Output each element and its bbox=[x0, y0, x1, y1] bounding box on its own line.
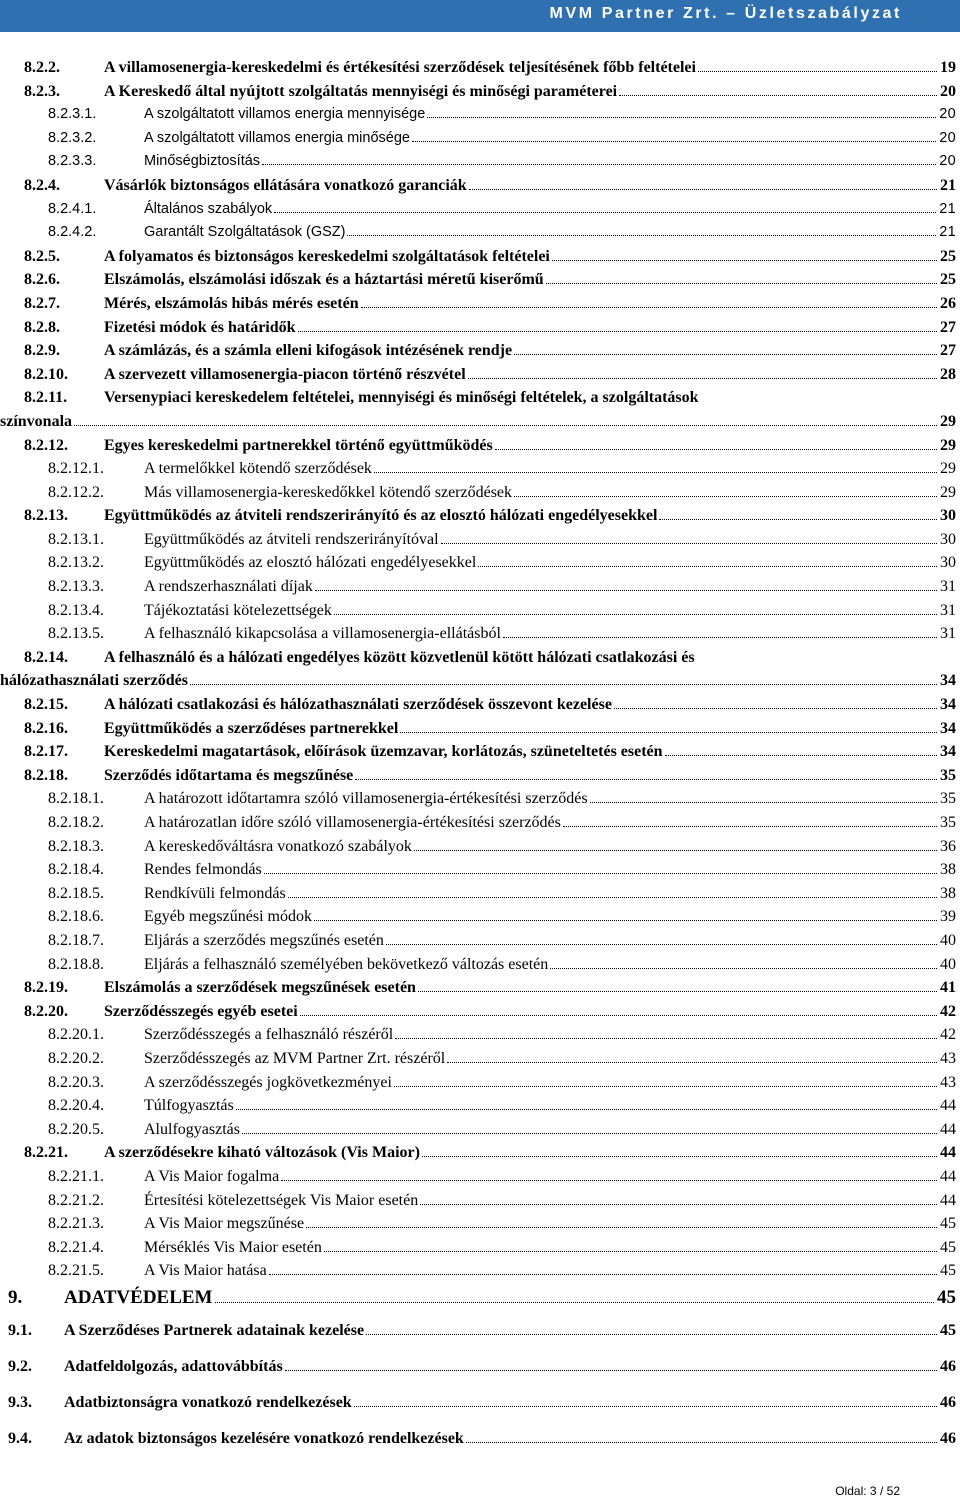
toc-entry-number: 8.2.21.1. bbox=[48, 1167, 104, 1185]
toc-entry-leader bbox=[468, 378, 937, 379]
toc-entry[interactable] bbox=[0, 198, 960, 222]
toc-entry-page: 27 bbox=[940, 318, 956, 336]
toc-entry-title: Egyéb megszűnési módok bbox=[144, 908, 312, 926]
toc-entry-number: 8.2.21.2. bbox=[48, 1191, 104, 1209]
toc-entry-number: 9.3. bbox=[8, 1393, 32, 1411]
toc-entry-leader bbox=[324, 1251, 937, 1252]
toc-entry-number: 8.2.13.4. bbox=[48, 601, 104, 619]
toc-entry-page: 29 bbox=[940, 460, 956, 478]
toc-entry[interactable] bbox=[0, 1189, 960, 1213]
toc-entry-leader bbox=[74, 425, 937, 426]
toc-entry-number: 8.2.17. bbox=[24, 743, 68, 761]
toc-entry-title: A Szerződéses Partnerek adatainak kezelése bbox=[64, 1321, 365, 1339]
toc-entry-leader bbox=[347, 235, 936, 236]
toc-entry-leader bbox=[394, 1086, 937, 1087]
toc-entry-title: A szerződésszegés jogkövetkezményei bbox=[144, 1073, 392, 1091]
toc-entry-leader bbox=[274, 212, 936, 213]
toc-entry-title: Egyes kereskedelmi partnerekkel történő együttműködés bbox=[104, 436, 493, 454]
toc-entry-page: 34 bbox=[940, 696, 956, 714]
toc-entry-number: 8.2.2. bbox=[24, 59, 60, 76]
toc-entry-number: 8.2.5. bbox=[24, 247, 60, 265]
toc-entry-page: 30 bbox=[940, 530, 956, 548]
toc-entry-leader bbox=[514, 496, 937, 497]
toc-entry[interactable] bbox=[0, 858, 960, 882]
toc-entry-page: 35 bbox=[940, 790, 956, 808]
toc-entry[interactable] bbox=[0, 1421, 960, 1457]
toc-entry[interactable] bbox=[0, 1283, 960, 1313]
toc-entry-page: 29 bbox=[940, 483, 956, 501]
toc-entry-number: 8.2.15. bbox=[24, 696, 68, 714]
toc-entry-title: Fizetési módok és határidők bbox=[104, 318, 296, 336]
toc-entry-number: 8.2.18. bbox=[24, 766, 68, 784]
toc-entry-page: 40 bbox=[940, 955, 956, 973]
toc-entry-leader bbox=[236, 1109, 937, 1110]
toc-entry-title: A Vis Maior fogalma bbox=[144, 1167, 280, 1185]
toc-entry-title: A szervezett villamosenergia-piacon történő részvétel bbox=[104, 365, 466, 383]
toc-entry-number: 8.2.13.2. bbox=[48, 554, 104, 572]
toc-entry-page: 43 bbox=[940, 1073, 956, 1091]
toc-entry-number: 8.2.21. bbox=[24, 1144, 68, 1162]
toc-entry-title: A termelőkkel kötendő szerződések bbox=[144, 460, 372, 478]
toc-entry-leader bbox=[269, 1274, 937, 1275]
toc-entry-page: 34 bbox=[940, 719, 956, 737]
toc-entry-number: 8.2.20.2. bbox=[48, 1049, 104, 1067]
toc-entry-leader bbox=[503, 637, 937, 638]
toc-entry[interactable] bbox=[0, 1385, 960, 1421]
toc-entry-number: 8.2.8. bbox=[24, 318, 60, 336]
toc-entry-page: 44 bbox=[940, 1120, 956, 1138]
toc-entry[interactable] bbox=[0, 646, 960, 693]
toc-entry-title: A Vis Maior hatása bbox=[144, 1262, 267, 1280]
toc-entry-page: 46 bbox=[940, 1357, 956, 1375]
toc-entry-number: 8.2.21.3. bbox=[48, 1215, 104, 1233]
toc-entry[interactable] bbox=[0, 528, 960, 552]
toc-entry-title: Együttműködés az átviteli rendszerirányítóval bbox=[144, 530, 439, 548]
toc-entry[interactable] bbox=[0, 174, 960, 198]
toc-entry[interactable] bbox=[0, 811, 960, 835]
toc-entry-leader bbox=[395, 1038, 937, 1039]
toc-entry-leader bbox=[614, 708, 937, 709]
toc-entry-title: Együttműködés a szerződéses partnerekkel bbox=[104, 719, 399, 737]
toc-entry-page: 30 bbox=[940, 554, 956, 572]
toc-entry-leader bbox=[552, 260, 937, 261]
toc-entry-title: Kereskedelmi magatartások, előírások üzemzavar, korlátozás, szüneteltetés esetén bbox=[104, 743, 663, 761]
toc-entry-page: 21 bbox=[939, 200, 956, 217]
toc-entry-page: 45 bbox=[940, 1321, 956, 1339]
toc-entry[interactable] bbox=[0, 575, 960, 599]
toc-entry[interactable] bbox=[0, 457, 960, 481]
toc-entry-title: Túlfogyasztás bbox=[144, 1097, 234, 1115]
toc-entry-title: Versenypiaci kereskedelem feltételei, mennyiségi és minőségi feltételek, a szolgáltatások bbox=[104, 389, 699, 407]
toc-entry-leader bbox=[469, 189, 937, 190]
toc-entry-page: 46 bbox=[940, 1429, 956, 1447]
toc-entry-number: 8.2.18.4. bbox=[48, 861, 104, 879]
toc-entry-leader bbox=[590, 802, 937, 803]
toc-entry-leader bbox=[412, 141, 936, 142]
toc-entry[interactable] bbox=[0, 481, 960, 505]
toc-entry[interactable] bbox=[0, 1071, 960, 1095]
toc-entry-leader bbox=[386, 944, 937, 945]
toc-entry[interactable] bbox=[0, 434, 960, 458]
toc-entry-number: 9.4. bbox=[8, 1429, 32, 1447]
toc-entry[interactable] bbox=[0, 693, 960, 717]
toc-entry-page: 26 bbox=[940, 294, 956, 312]
toc-entry-page: 31 bbox=[940, 578, 956, 596]
toc-entry[interactable] bbox=[0, 504, 960, 528]
toc-entry-number: 8.2.20.3. bbox=[48, 1073, 104, 1091]
toc-entry-page: 25 bbox=[940, 271, 956, 289]
toc-entry-leader bbox=[315, 590, 937, 591]
toc-entry-leader bbox=[288, 897, 937, 898]
toc-entry-page: 20 bbox=[939, 106, 956, 123]
toc-entry-number: 8.2.18.2. bbox=[48, 814, 104, 831]
toc-entry[interactable] bbox=[0, 622, 960, 646]
toc-entry[interactable] bbox=[0, 835, 960, 859]
toc-entry-page: 34 bbox=[940, 743, 956, 761]
toc-entry-title: A rendszerhasználati díjak bbox=[144, 578, 313, 596]
toc-entry-title: Más villamosenergia-kereskedőkkel kötendő szerződések bbox=[144, 483, 513, 501]
toc-entry-title: A szolgáltatott villamos energia mennyisége bbox=[144, 106, 426, 123]
toc-entry-number: 9.2. bbox=[8, 1357, 32, 1375]
toc-entry-title: Eljárás a szerződés megszűnés esetén bbox=[144, 931, 384, 949]
toc-entry-title: Az adatok biztonságos kezelésére vonatkozó rendelkezések bbox=[64, 1429, 464, 1447]
toc-entry[interactable] bbox=[0, 1212, 960, 1236]
toc-entry-page: 45 bbox=[937, 1286, 956, 1308]
toc-entry-leader bbox=[414, 850, 937, 851]
toc-entry[interactable] bbox=[0, 905, 960, 929]
toc-entry[interactable] bbox=[0, 1094, 960, 1118]
toc-entry[interactable] bbox=[0, 150, 960, 174]
toc-entry-line bbox=[0, 410, 960, 434]
toc-entry-page: 45 bbox=[940, 1262, 956, 1280]
toc-entry-number: 8.2.3.2. bbox=[48, 129, 97, 146]
toc-entry-page: 27 bbox=[940, 342, 956, 360]
toc-entry-number: 8.2.4.2. bbox=[48, 224, 97, 241]
toc-entry[interactable] bbox=[0, 1047, 960, 1071]
toc-entry-page: 44 bbox=[940, 1167, 956, 1185]
toc-entry-leader bbox=[281, 1180, 937, 1181]
toc-entry-page: 34 bbox=[940, 672, 956, 690]
toc-entry-number: 8.2.11. bbox=[24, 389, 68, 407]
toc-entry[interactable] bbox=[0, 56, 960, 80]
toc-entry-leader bbox=[418, 991, 937, 992]
toc-entry[interactable] bbox=[0, 245, 960, 269]
toc-entry-title: A felhasználó kikapcsolása a villamosenergia-ellátásból bbox=[144, 625, 501, 643]
toc-entry-number: 8.2.18.5. bbox=[48, 884, 104, 902]
toc-entry[interactable] bbox=[0, 1349, 960, 1385]
toc-entry-title: Adatfeldolgozás, adattovábbítás bbox=[64, 1357, 283, 1375]
toc-entry-leader bbox=[400, 732, 937, 733]
toc-entry-leader bbox=[665, 755, 937, 756]
toc-entry[interactable] bbox=[0, 1000, 960, 1024]
toc-entry[interactable] bbox=[0, 1236, 960, 1260]
toc-entry-title-continued: hálózathasználati szerződés bbox=[0, 672, 188, 690]
toc-entry-title: Garantált Szolgáltatások (GSZ) bbox=[144, 224, 346, 241]
toc-entry-number: 8.2.16. bbox=[24, 719, 68, 737]
toc-entry-title: A szolgáltatott villamos energia minősége bbox=[144, 129, 410, 146]
toc-entry-page: 20 bbox=[939, 129, 956, 146]
toc-entry-leader bbox=[659, 519, 937, 520]
toc-entry[interactable] bbox=[0, 339, 960, 363]
toc-entry-title: Szerződésszegés az MVM Partner Zrt. részéről bbox=[144, 1049, 446, 1067]
toc-entry-page: 38 bbox=[940, 861, 956, 879]
toc-entry-title: Rendes felmondás bbox=[144, 861, 262, 879]
toc-entry-title: A határozott időtartamra szóló villamosenergia-értékesítési szerződés bbox=[144, 790, 588, 808]
toc-entry-number: 8.2.18.3. bbox=[48, 837, 104, 855]
toc-entry-leader bbox=[427, 117, 936, 118]
toc-entry-leader bbox=[495, 449, 937, 450]
toc-entry-title: A szerződésekre kiható változások (Vis Maior) bbox=[104, 1144, 420, 1162]
toc-entry[interactable] bbox=[0, 1313, 960, 1349]
toc-entry-leader bbox=[334, 614, 937, 615]
toc-entry-number: 8.2.20.5. bbox=[48, 1120, 104, 1138]
toc-entry-title: Eljárás a felhasználó személyében bekövetkező változás esetén bbox=[144, 955, 549, 973]
toc-entry[interactable] bbox=[0, 221, 960, 245]
toc-entry-title: Elszámolás a szerződések megszűnések esetén bbox=[104, 979, 416, 997]
toc-entry-number: 8.2.7. bbox=[24, 294, 60, 312]
toc-entry[interactable] bbox=[0, 929, 960, 953]
toc-entry[interactable] bbox=[0, 717, 960, 741]
toc-entry-leader bbox=[466, 1442, 937, 1443]
toc-entry-title: Együttműködés az átviteli rendszerirányító és az elosztó hálózati engedélyesekkel bbox=[104, 507, 658, 525]
toc-entry-leader bbox=[190, 684, 937, 685]
toc-entry[interactable] bbox=[0, 1023, 960, 1047]
toc-entry-page: 21 bbox=[940, 176, 956, 194]
toc-entry-page: 43 bbox=[940, 1049, 956, 1067]
toc-entry[interactable] bbox=[0, 882, 960, 906]
toc-entry-number: 8.2.13.3. bbox=[48, 578, 104, 596]
toc-entry-leader bbox=[447, 1062, 937, 1063]
toc-entry-title: Együttműködés az elosztó hálózati engedélyesekkel bbox=[144, 554, 477, 572]
toc-entry[interactable] bbox=[0, 268, 960, 292]
toc-entry-leader bbox=[264, 873, 937, 874]
toc-entry-title: A határozatlan időre szóló villamosenergia-értékesítési szerződés bbox=[144, 814, 561, 831]
header-bar bbox=[0, 0, 960, 32]
toc-entry-title: Tájékoztatási kötelezettségek bbox=[144, 601, 332, 619]
toc-entry-title: Értesítési kötelezettségek Vis Maior esetén bbox=[144, 1191, 419, 1209]
toc-entry[interactable] bbox=[0, 316, 960, 340]
toc-entry-line bbox=[24, 386, 960, 410]
toc-entry-title: Minőségbiztosítás bbox=[144, 153, 261, 170]
toc-entry-leader bbox=[420, 1204, 937, 1205]
toc-entry-leader bbox=[366, 1334, 937, 1335]
page-total: 52 bbox=[886, 1484, 900, 1498]
toc-entry[interactable] bbox=[0, 1165, 960, 1189]
toc-entry-number: 8.2.18.6. bbox=[48, 908, 104, 926]
toc-entry-title: Szerződésszegés a felhasználó részéről bbox=[144, 1026, 394, 1044]
toc-entry-page: 40 bbox=[940, 931, 956, 949]
toc-entry[interactable] bbox=[0, 740, 960, 764]
toc-entry-number: 8.2.18.7. bbox=[48, 931, 104, 949]
toc-entry-number: 8.2.12. bbox=[24, 436, 68, 454]
toc-entry-title: A számlázás, és a számla elleni kifogások intézésének rendje bbox=[104, 342, 513, 360]
toc-entry-page: 44 bbox=[940, 1097, 956, 1115]
toc-entry-leader bbox=[563, 826, 937, 827]
toc-entry-title: Mérés, elszámolás hibás mérés esetén bbox=[104, 294, 359, 312]
toc-entry-number: 8.2.18.1. bbox=[48, 790, 104, 808]
toc-entry-page: 41 bbox=[940, 979, 956, 997]
toc-entry-page: 42 bbox=[940, 1002, 956, 1020]
toc-entry-page: 21 bbox=[939, 224, 956, 241]
toc-entry-number: 8.2.10. bbox=[24, 365, 68, 383]
toc-entry-number: 8.2.3.3. bbox=[48, 153, 97, 170]
page-separator: / bbox=[879, 1484, 884, 1498]
toc-entry-number: 8.2.4.1. bbox=[48, 200, 97, 217]
document-title: MVM Partner Zrt. – Üzletszabályzat bbox=[549, 5, 902, 22]
toc-entry-number: 8.2.6. bbox=[24, 271, 60, 289]
toc-entry[interactable] bbox=[0, 976, 960, 1000]
toc-entry-title: ADATVÉDELEM bbox=[64, 1286, 213, 1308]
toc-entry-page: 39 bbox=[940, 908, 956, 926]
toc-entry-number: 8.2.21.4. bbox=[48, 1238, 104, 1256]
toc-entry-number: 8.2.4. bbox=[24, 176, 60, 194]
toc-entry-number: 8.2.20.1. bbox=[48, 1026, 104, 1044]
toc-entry-title: Általános szabályok bbox=[144, 200, 273, 217]
toc-entry-title: Alulfogyasztás bbox=[144, 1120, 240, 1138]
toc-entry-page: 44 bbox=[940, 1191, 956, 1209]
toc-entry-number: 8.2.21.5. bbox=[48, 1262, 104, 1280]
toc-entry-page: 28 bbox=[940, 365, 956, 383]
toc-entry[interactable] bbox=[0, 292, 960, 316]
toc-entry-line bbox=[0, 669, 960, 693]
toc-entry-page: 35 bbox=[940, 814, 956, 831]
toc-entry[interactable] bbox=[0, 551, 960, 575]
toc-entry[interactable] bbox=[0, 363, 960, 387]
toc-entry-title: A hálózati csatlakozási és hálózathasználati szerződések összevont kezelése bbox=[104, 696, 612, 714]
toc-entry-leader bbox=[354, 1406, 937, 1407]
toc-entry[interactable] bbox=[0, 80, 960, 104]
toc-entry-leader bbox=[298, 331, 937, 332]
toc-entry-page: 46 bbox=[940, 1393, 956, 1411]
toc-entry-number: 8.2.3.1. bbox=[48, 106, 97, 123]
toc-entry[interactable] bbox=[0, 386, 960, 433]
toc-entry-title: Elszámolás, elszámolási időszak és a háztartási méretű kiserőmű bbox=[104, 271, 544, 289]
toc-entry[interactable] bbox=[0, 764, 960, 788]
toc-entry-number: 8.2.18.8. bbox=[48, 955, 104, 973]
toc-entry-leader bbox=[698, 71, 937, 72]
toc-entry[interactable] bbox=[0, 127, 960, 151]
toc-entry-leader bbox=[478, 566, 937, 567]
toc-entry-number: 8.2.12.2. bbox=[48, 483, 104, 501]
toc-entry-leader bbox=[300, 1015, 937, 1016]
toc-entry[interactable] bbox=[0, 1141, 960, 1165]
toc-entry-number: 8.2.13.5. bbox=[48, 625, 104, 643]
toc-entry-leader bbox=[361, 307, 937, 308]
toc-entry-title: Rendkívüli felmondás bbox=[144, 884, 286, 902]
toc-entry-leader bbox=[546, 283, 937, 284]
toc-entry-page: 29 bbox=[940, 436, 956, 454]
toc-entry[interactable] bbox=[0, 599, 960, 623]
toc-entry-page: 30 bbox=[940, 507, 956, 525]
toc-entry-number: 8.2.3. bbox=[24, 82, 60, 100]
toc-entry-page: 31 bbox=[940, 625, 956, 643]
toc-entry-page: 45 bbox=[940, 1238, 956, 1256]
toc-entry-leader bbox=[314, 920, 937, 921]
toc-entry-page: 35 bbox=[940, 766, 956, 784]
toc-entry-number: 8.2.9. bbox=[24, 342, 60, 360]
toc-entry-leader bbox=[306, 1227, 937, 1228]
toc-entry-title-continued: színvonala bbox=[0, 412, 73, 430]
toc-entry-page: 45 bbox=[940, 1215, 956, 1233]
toc-entry-title: Adatbiztonságra vonatkozó rendelkezések bbox=[64, 1393, 352, 1411]
toc-entry-number: 9.1. bbox=[8, 1321, 32, 1339]
toc-entry-number: 8.2.20. bbox=[24, 1002, 68, 1020]
toc-entry-title: Szerződésszegés egyéb esetei bbox=[104, 1002, 298, 1020]
toc-entry-title: Szerződés időtartama és megszűnése bbox=[104, 766, 354, 784]
toc-entry-leader bbox=[422, 1156, 937, 1157]
toc-entry-number: 8.2.20.4. bbox=[48, 1097, 104, 1115]
toc-entry-leader bbox=[441, 543, 937, 544]
toc-entry-leader bbox=[514, 354, 937, 355]
toc-entry-number: 8.2.12.1. bbox=[48, 460, 104, 478]
toc-entry-title: A felhasználó és a hálózati engedélyes között közvetlenül kötött hálózati csatlakozási és bbox=[104, 648, 695, 666]
toc-entry-page: 20 bbox=[939, 153, 956, 170]
toc-entry[interactable] bbox=[0, 1259, 960, 1283]
toc-entry[interactable] bbox=[0, 953, 960, 977]
toc-entry-page: 38 bbox=[940, 884, 956, 902]
toc-entry-leader bbox=[619, 95, 937, 96]
toc-entry-leader bbox=[374, 472, 937, 473]
toc-entry-title: A Vis Maior megszűnése bbox=[144, 1215, 305, 1233]
toc-entry-leader bbox=[242, 1133, 937, 1134]
toc-entry-page: 29 bbox=[940, 412, 956, 430]
toc-entry[interactable] bbox=[0, 103, 960, 127]
toc-entry-page: 44 bbox=[940, 1144, 956, 1162]
toc-entry-title: Mérséklés Vis Maior esetén bbox=[144, 1238, 322, 1256]
toc-entry-leader bbox=[215, 1302, 935, 1303]
toc-entry-number: 8.2.14. bbox=[24, 648, 68, 666]
toc-entry-page: 42 bbox=[940, 1026, 956, 1044]
toc-entry-leader bbox=[550, 968, 937, 969]
page-current: 3 bbox=[869, 1484, 877, 1498]
toc-entry-leader bbox=[285, 1370, 937, 1371]
toc-entry-title: A villamosenergia-kereskedelmi és értékesítési szerződések teljesítésének főbb feltételei bbox=[104, 59, 696, 76]
toc-entry-number: 8.2.13.1. bbox=[48, 530, 104, 548]
toc-entry-title: Vásárlók biztonságos ellátására vonatkozó garanciák bbox=[104, 176, 467, 194]
toc-entry-title: A Kereskedő által nyújtott szolgáltatás mennyiségi és minőségi paraméterei bbox=[104, 82, 618, 100]
toc-entry-page: 36 bbox=[940, 837, 956, 855]
toc-entry-page: 20 bbox=[940, 82, 956, 100]
toc-entry-number: 8.2.19. bbox=[24, 979, 68, 997]
table-of-contents bbox=[0, 56, 960, 1457]
toc-entry-page: 25 bbox=[940, 247, 956, 265]
toc-entry-title: A kereskedőváltásra vonatkozó szabályok bbox=[144, 837, 412, 855]
toc-entry-number: 9. bbox=[8, 1286, 23, 1308]
toc-entry[interactable] bbox=[0, 1118, 960, 1142]
toc-entry-line bbox=[24, 646, 960, 670]
toc-entry-number: 8.2.13. bbox=[24, 507, 68, 525]
page-label: Oldal: bbox=[835, 1484, 867, 1498]
toc-entry-title: A folyamatos és biztonságos kereskedelmi szolgáltatások feltételei bbox=[104, 247, 550, 265]
toc-entry-leader bbox=[355, 779, 937, 780]
page-number bbox=[835, 1484, 900, 1498]
toc-entry-page: 31 bbox=[940, 601, 956, 619]
toc-entry-leader bbox=[262, 164, 936, 165]
toc-entry[interactable] bbox=[0, 787, 960, 811]
toc-entry-page: 19 bbox=[940, 59, 956, 76]
